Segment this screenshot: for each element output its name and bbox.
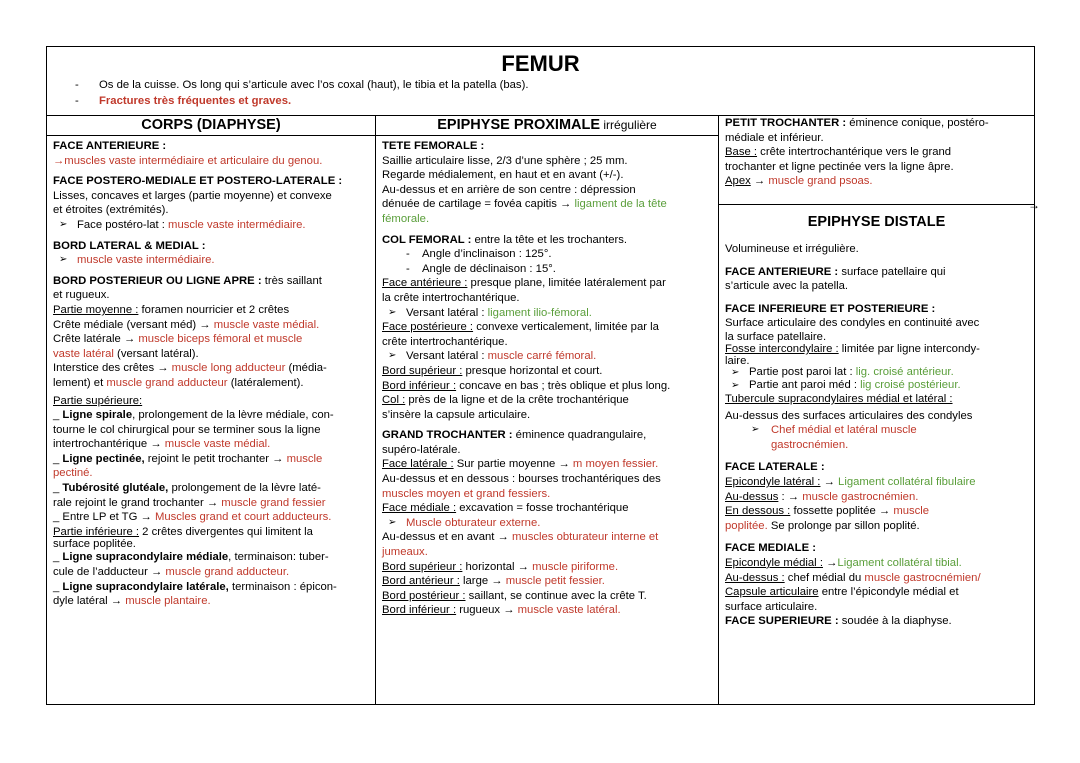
label: Bord antérieur : bbox=[382, 575, 460, 588]
text: Face postéro-lat : bbox=[77, 218, 169, 231]
header-section bbox=[47, 47, 1034, 116]
ligament-text: fémorale. bbox=[382, 212, 430, 225]
dash-item: - Angle d’inclinaison : 125°. bbox=[406, 248, 552, 261]
arrow-bullet-icon: ➢ bbox=[388, 516, 397, 528]
text: Crête médiale (versant méd) → bbox=[53, 318, 214, 331]
muscle-text: m moyen fessier. bbox=[572, 458, 659, 471]
section-grand-trochanter bbox=[382, 428, 712, 443]
text-line bbox=[53, 452, 369, 467]
column-heading-proximale bbox=[376, 115, 718, 136]
text-line bbox=[382, 603, 712, 618]
muscle-text: muscles moyen et grand fessiers. bbox=[382, 487, 551, 500]
bullet-item bbox=[725, 379, 1028, 392]
text: → bbox=[822, 556, 838, 569]
muscle-text: muscles obturateur interne et bbox=[512, 531, 659, 544]
section-col-femoral bbox=[382, 233, 712, 248]
section-tete-femorale: TETE FEMORALE : bbox=[382, 140, 485, 152]
text: rugueux → bbox=[456, 604, 518, 617]
column-corps bbox=[47, 115, 376, 704]
text: Interstice des crêtes → bbox=[53, 362, 172, 375]
text: → bbox=[750, 175, 769, 188]
text-line bbox=[53, 408, 369, 423]
text-line bbox=[53, 318, 369, 333]
term: Tubérosité glutéale, bbox=[62, 482, 169, 495]
label: Face postérieure : bbox=[382, 321, 474, 334]
column-epiphyse-proximale bbox=[376, 115, 719, 704]
label: Col : bbox=[382, 394, 406, 407]
muscle-text: muscle vaste médial. bbox=[164, 438, 271, 451]
text-line: Surface articulaire des condyles en continuité avec bbox=[725, 317, 980, 330]
text: Versant latéral : bbox=[406, 306, 488, 319]
arrow-bullet-icon: ➢ bbox=[59, 218, 68, 230]
label: Epicondyle latéral : bbox=[725, 475, 821, 488]
text: presque plane, limitée latéralement par bbox=[467, 277, 666, 290]
text-line: la surface patellaire. bbox=[725, 330, 827, 343]
text-line: laire. bbox=[725, 354, 750, 367]
muscle-text: muscle plantaire. bbox=[125, 595, 211, 608]
text: foramen nourricier et 2 crêtes bbox=[138, 303, 290, 316]
muscle-text: Muscles grand et court adducteurs. bbox=[154, 511, 332, 524]
section-label: FACE ANTERIEURE : bbox=[725, 265, 839, 278]
text-line bbox=[382, 320, 712, 335]
femur-summary-table bbox=[46, 46, 1040, 705]
text-line bbox=[382, 457, 712, 472]
intro-line-warning: - Fractures très fréquentes et graves. bbox=[75, 94, 292, 107]
text: près de la ligne et de la crête trochantérique bbox=[405, 394, 629, 407]
text-line: médiale et inférieur. bbox=[725, 131, 824, 144]
text: entre l’épicondyle médial et bbox=[818, 586, 959, 599]
muscle-text: muscle vaste intermédiaire. bbox=[77, 254, 215, 267]
text: lement) et bbox=[53, 376, 107, 389]
label: Bord supérieur : bbox=[382, 364, 463, 377]
muscle-text: muscle grand psoas. bbox=[768, 175, 873, 188]
text: chef médial du bbox=[784, 571, 865, 584]
text-line: Volumineuse et irrégulière. bbox=[725, 243, 859, 255]
text-line bbox=[53, 510, 369, 525]
text: rale rejoint le grand trochanter → bbox=[53, 496, 222, 509]
muscle-text: muscle grand adducteur bbox=[106, 376, 228, 389]
text-line bbox=[382, 501, 712, 516]
text-line: tourne le col chirurgical pour se terminer sous la ligne bbox=[53, 423, 321, 436]
text: cule de l’adducteur → bbox=[53, 566, 166, 579]
text: presque horizontal et court. bbox=[462, 364, 603, 377]
text-line bbox=[53, 332, 369, 347]
text-line: Saillie articulaire lisse, 2/3 d’une sphère ; 25 mm. bbox=[382, 154, 628, 167]
text-line bbox=[53, 361, 369, 376]
text-line bbox=[725, 475, 1028, 490]
term: Ligne supracondylaire médiale bbox=[62, 551, 229, 564]
text-line bbox=[53, 437, 369, 452]
text: dénuée de cartilage = fovéa capitis → bbox=[382, 198, 575, 211]
label: Au-dessus : bbox=[725, 571, 785, 584]
muscle-text: jumeaux. bbox=[382, 546, 428, 559]
text-line bbox=[382, 530, 712, 545]
bullet-item bbox=[53, 218, 369, 233]
page-title: FEMUR bbox=[501, 51, 580, 76]
muscle-text: muscle gastrocnémien/ bbox=[864, 571, 981, 584]
bullet-item bbox=[382, 516, 712, 531]
text-line bbox=[53, 550, 369, 565]
arrow-bullet-icon: ➢ bbox=[731, 366, 740, 378]
column-heading-corps: CORPS (DIAPHYSE) bbox=[47, 115, 375, 136]
text-line bbox=[725, 490, 1028, 505]
term: Ligne pectinée, bbox=[62, 452, 145, 465]
epiphyse-distale-box bbox=[719, 204, 1034, 704]
label: Face latérale : bbox=[382, 458, 454, 471]
label: Face médiale : bbox=[382, 502, 457, 515]
text: Angle d’inclinaison : 125°. bbox=[422, 248, 552, 261]
text-line bbox=[725, 571, 1028, 586]
text-line: Au-dessus et en arrière de son centre : dépression bbox=[382, 183, 636, 196]
muscle-text: muscle piriforme. bbox=[532, 560, 619, 573]
text: _ bbox=[53, 551, 63, 564]
arrow-bullet-icon: ➢ bbox=[59, 254, 68, 266]
text-line bbox=[53, 376, 369, 391]
ligament-text: lig croisé postérieur. bbox=[860, 378, 961, 391]
muscle-text: muscle vaste latéral. bbox=[517, 604, 621, 617]
arrow-bullet-icon: ➢ bbox=[731, 379, 740, 391]
text: Angle de déclinaison : 15°. bbox=[422, 262, 556, 275]
label: Partie supérieure: bbox=[53, 394, 143, 407]
text-line bbox=[382, 589, 712, 604]
bullet-item bbox=[382, 349, 712, 364]
text-line: trochanter et ligne pectinée vers la ligne âpre. bbox=[725, 160, 954, 173]
label: Epicondyle médial : bbox=[725, 556, 823, 569]
text: prolongement de la lèvre laté- bbox=[168, 482, 321, 495]
petit-trochanter-box bbox=[719, 115, 1040, 212]
text-line bbox=[382, 276, 712, 291]
heading-text: EPIPHYSE PROXIMALE bbox=[437, 117, 601, 133]
section-face-mediale: FACE MEDIALE : bbox=[725, 542, 817, 555]
text: horizontal → bbox=[462, 560, 533, 573]
muscle-text: muscle bbox=[286, 452, 323, 465]
label: Partie moyenne : bbox=[53, 303, 139, 316]
section-face-anterieure: FACE ANTERIEURE : bbox=[53, 140, 167, 152]
text: Partie ant paroi méd : bbox=[749, 378, 861, 391]
text-line: Lisses, concaves et larges (partie moyenne) et convexe bbox=[53, 189, 332, 202]
section-label: FACE SUPERIEURE : bbox=[725, 615, 839, 628]
label: Bord inférieur : bbox=[382, 604, 457, 617]
text: entre la tête et les trochanters. bbox=[471, 233, 628, 246]
text-line bbox=[382, 560, 712, 575]
bullet-item bbox=[53, 253, 369, 268]
text: (versant latéral). bbox=[113, 347, 199, 360]
text-line bbox=[725, 504, 1028, 519]
text: saillant, se continue avec la crête T. bbox=[465, 589, 647, 602]
text-line: Au-dessus et en dessous : bourses trochantériques des bbox=[382, 473, 661, 486]
ligament-text: Ligament collatéral fibulaire bbox=[838, 475, 976, 488]
text: éminence conique, postéro- bbox=[846, 117, 989, 129]
text-line: et étroites (extrémités). bbox=[53, 204, 169, 217]
muscle-text: Muscle obturateur externe. bbox=[406, 516, 541, 529]
text: Se prolonge par sillon poplité. bbox=[767, 519, 920, 532]
label: Apex bbox=[725, 175, 751, 188]
muscle-text: muscle petit fessier. bbox=[505, 575, 605, 588]
text: soudée à la diaphyse. bbox=[838, 615, 952, 628]
text-line bbox=[53, 347, 369, 362]
label: Tubercule supracondylaires médial et latéral : bbox=[725, 392, 953, 405]
muscle-text: muscle biceps fémoral et muscle bbox=[138, 333, 303, 346]
label: Bord postérieur : bbox=[382, 589, 466, 602]
label: Face antérieure : bbox=[382, 277, 468, 290]
text-line: s’articule avec la patella. bbox=[725, 280, 849, 293]
section-face-inferieure: FACE INFERIEURE ET POSTERIEURE : bbox=[725, 302, 936, 315]
text-line: supéro-latérale. bbox=[382, 443, 461, 456]
text: _ bbox=[53, 409, 63, 422]
text-line: surface poplitée. bbox=[53, 538, 136, 551]
label: En dessous : bbox=[725, 505, 791, 518]
text: terminaison : épicon- bbox=[228, 580, 337, 593]
muscle-text: muscle grand adducteur. bbox=[165, 566, 290, 579]
muscle-text: muscle vaste intermédiaire. bbox=[168, 218, 306, 231]
text: intertrochantérique → bbox=[53, 438, 165, 451]
label: Capsule articulaire bbox=[725, 586, 819, 599]
muscle-text: vaste latéral bbox=[53, 347, 114, 360]
text-line bbox=[53, 481, 369, 496]
intro-text: Os de la cuisse. Os long qui s’articule avec l’os coxal (haut), le tibia et la patella (bas). bbox=[99, 79, 529, 91]
dash-item: - Angle de déclinaison : 15°. bbox=[406, 262, 556, 275]
text: très saillant bbox=[261, 274, 322, 287]
section-bord-posterieur bbox=[53, 274, 369, 289]
term: Ligne supracondylaire latérale, bbox=[62, 580, 229, 593]
muscle-text: Chef médial et latéral muscle bbox=[771, 424, 917, 437]
text: (média- bbox=[285, 362, 327, 375]
text: Partie post paroi lat : bbox=[749, 365, 856, 378]
text-line bbox=[382, 364, 712, 379]
text-line bbox=[53, 565, 369, 580]
muscle-text: muscle long adducteur bbox=[171, 362, 286, 375]
text: Au-dessus et en avant → bbox=[382, 531, 512, 544]
muscle-text: muscle vaste médial. bbox=[213, 318, 320, 331]
text: _ Entre LP et TG → bbox=[53, 511, 155, 524]
text-line: crête intertrochantérique. bbox=[382, 335, 508, 348]
text: limitée par ligne intercondy- bbox=[838, 342, 980, 355]
text-line bbox=[382, 393, 712, 408]
arrow-bullet-icon: ➢ bbox=[388, 306, 397, 318]
text-line bbox=[382, 574, 712, 589]
text: rejoint le petit trochanter → bbox=[144, 452, 287, 465]
term: Ligne spirale bbox=[62, 409, 133, 422]
text-line bbox=[725, 614, 1028, 629]
bullet-item bbox=[725, 366, 1028, 379]
section-label: COL FEMORAL : bbox=[382, 233, 472, 246]
text-line bbox=[725, 556, 1028, 571]
text-line bbox=[725, 343, 1028, 356]
text-line bbox=[53, 496, 369, 511]
column-trochanter-distale bbox=[719, 115, 1040, 704]
text: _ bbox=[53, 452, 63, 465]
text: Crête latérale → bbox=[53, 333, 139, 346]
text-line bbox=[725, 174, 1028, 189]
muscle-text: gastrocnémien. bbox=[771, 438, 849, 451]
ligament-text: lig. croisé antérieur. bbox=[855, 365, 954, 378]
text: _ bbox=[53, 482, 63, 495]
muscle-text: muscle carré fémoral. bbox=[487, 350, 597, 363]
section-label: PETIT TROCHANTER : bbox=[725, 117, 847, 129]
intro-line: - Os de la cuisse. Os long qui s’articule avec l’os coxal (haut), le tibia et la patella (bas). bbox=[75, 79, 529, 91]
text: surface patellaire qui bbox=[838, 265, 946, 278]
text-line bbox=[725, 585, 1028, 600]
text: fossette poplitée → bbox=[790, 505, 894, 518]
text: excavation = fosse trochantérique bbox=[456, 502, 629, 515]
text-line bbox=[725, 116, 1028, 131]
text-line: surface articulaire. bbox=[725, 600, 818, 613]
ligament-text: Ligament collatéral tibial. bbox=[837, 556, 962, 569]
text: crête intertrochantérique vers le grand bbox=[757, 146, 952, 159]
text: → bbox=[820, 475, 839, 488]
ligament-text: ligament de la tête bbox=[574, 198, 667, 211]
muscle-text: pectiné. bbox=[53, 467, 93, 480]
label: Bord supérieur : bbox=[382, 560, 463, 573]
ligament-text: ligament ilio-fémoral. bbox=[487, 306, 592, 319]
muscle-text: muscle bbox=[893, 505, 930, 518]
label: Base : bbox=[725, 146, 758, 159]
heading-subtext: irrégulière bbox=[600, 118, 657, 132]
muscle-text: muscle grand fessier bbox=[221, 496, 326, 509]
text: , prolongement de la lèvre médiale, con- bbox=[132, 409, 334, 422]
bullet-item bbox=[382, 306, 712, 321]
arrow-bullet-icon: ➢ bbox=[751, 424, 760, 436]
text-line: s’insère la capsule articulaire. bbox=[382, 408, 531, 421]
text-line bbox=[53, 580, 369, 595]
text-line: →muscles vaste intermédiaire et articulaire du genou. bbox=[53, 154, 323, 167]
text: large → bbox=[459, 575, 506, 588]
text: (latéralement). bbox=[227, 376, 304, 389]
section-face-laterale: FACE LATERALE : bbox=[725, 461, 825, 474]
text-line bbox=[382, 379, 712, 394]
text: , terminaison: tuber- bbox=[228, 551, 329, 564]
label: Bord inférieur : bbox=[382, 379, 457, 392]
arrow-right-icon: → bbox=[1028, 198, 1040, 212]
text: _ bbox=[53, 580, 63, 593]
muscle-text: poplitée. bbox=[725, 519, 768, 532]
text: Sur partie moyenne → bbox=[453, 458, 573, 471]
text-line: Au-dessus des surfaces articulaires des condyles bbox=[725, 409, 973, 422]
section-face-anterieure-distale bbox=[725, 265, 1028, 280]
section-face-postero: FACE POSTERO-MEDIALE ET POSTERO-LATERALE : bbox=[53, 175, 343, 188]
label: Au-dessus bbox=[725, 490, 779, 503]
arrow-bullet-icon: ➢ bbox=[388, 350, 397, 362]
text: : → bbox=[778, 490, 803, 503]
label: Partie inférieure : bbox=[53, 525, 140, 538]
section-label: BORD POSTERIEUR OU LIGNE APRE : bbox=[53, 274, 262, 287]
text: dyle latéral → bbox=[53, 595, 126, 608]
label: Fosse intercondylaire : bbox=[725, 342, 839, 355]
text-line: et rugueux. bbox=[53, 289, 110, 302]
text: 2 crêtes divergentes qui limitent la bbox=[139, 525, 313, 538]
muscle-text: muscle gastrocnémien. bbox=[802, 490, 919, 503]
text: Versant latéral : bbox=[406, 350, 488, 363]
text-line bbox=[53, 594, 369, 609]
text-line bbox=[53, 303, 369, 318]
column-heading-distale: EPIPHYSE DISTALE bbox=[807, 214, 946, 230]
text-line bbox=[725, 519, 1028, 534]
text: convexe verticalement, limitée par la bbox=[473, 321, 659, 334]
text-line: Regarde médialement, en haut et en avant (+/-). bbox=[382, 169, 624, 182]
text-line bbox=[382, 197, 712, 212]
section-label: GRAND TROCHANTER : bbox=[382, 429, 513, 442]
fractures-note: Fractures très fréquentes et graves. bbox=[99, 94, 292, 107]
bullet-item bbox=[725, 423, 1028, 438]
text-line bbox=[725, 145, 1028, 160]
text-line bbox=[53, 525, 369, 540]
text: éminence quadrangulaire, bbox=[512, 429, 647, 442]
section-bord-lateral-medial: BORD LATERAL & MEDIAL : bbox=[53, 239, 206, 252]
text-line: la crête intertrochantérique. bbox=[382, 291, 520, 304]
text: concave en bas ; très oblique et plus long. bbox=[456, 379, 671, 392]
